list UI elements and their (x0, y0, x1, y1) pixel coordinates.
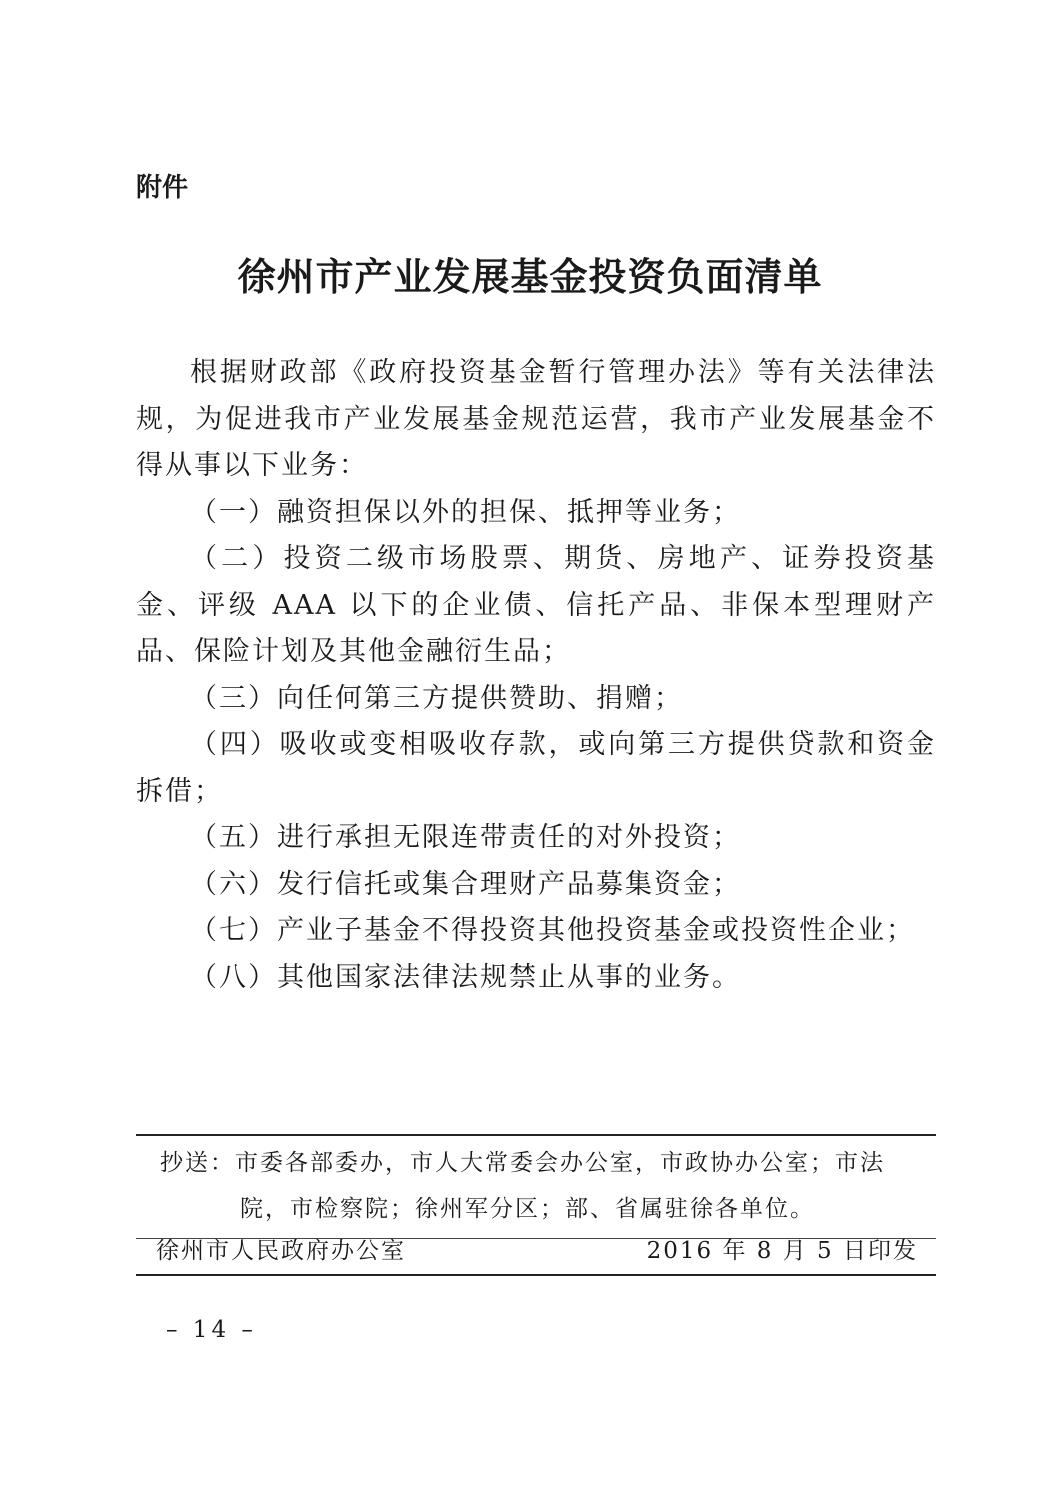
document-body (136, 350, 936, 1001)
issue-date: 2016 年 8 月 5 日印发 (646, 1238, 918, 1264)
list-item: （二）投资二级市场股票、期货、房地产、证券投资基金、评级 AAA 以下的企业债、信托产品、非保本型理财产品、保险计划及其他金融衍生品； (136, 543, 936, 667)
list-item: （三）向任何第三方提供赞助、捐赠； (190, 682, 683, 714)
list-item: （六）发行信托或集合理财产品募集资金； (190, 868, 741, 900)
cc-distribution (136, 1134, 936, 1239)
cc-line: 抄送：市委各部委办，市人大常委会办公室，市政协办公室；市法 (160, 1150, 885, 1176)
list-item: （八）其他国家法律法规禁止从事的业务。 (190, 961, 741, 993)
intro-paragraph: 根据财政部《政府投资基金暂行管理办法》等有关法律法规，为促进我市产业发展基金规范运营，我市产业发展基金不得从事以下业务： (136, 357, 936, 481)
list-item: （七）产业子基金不得投资其他投资基金或投资性企业； (190, 915, 915, 946)
page-number: – 14 – (166, 1317, 257, 1343)
cc-line: 院，市检察院；徐州军分区；部、省属驻徐各单位。 (240, 1196, 815, 1222)
list-item: （一）融资担保以外的担保、抵押等业务； (190, 496, 741, 528)
attachment-label: 附件 (136, 173, 189, 203)
list-item: （四）吸收或变相吸收存款，或向第三方提供贷款和资金拆借； (136, 729, 936, 807)
document-title: 徐州市产业发展基金投资负面清单 (237, 254, 823, 299)
issuing-office: 徐州市人民政府办公室 (156, 1238, 406, 1264)
list-item: （五）进行承担无限连带责任的对外投资； (190, 822, 741, 853)
issuer-row (136, 1228, 936, 1276)
